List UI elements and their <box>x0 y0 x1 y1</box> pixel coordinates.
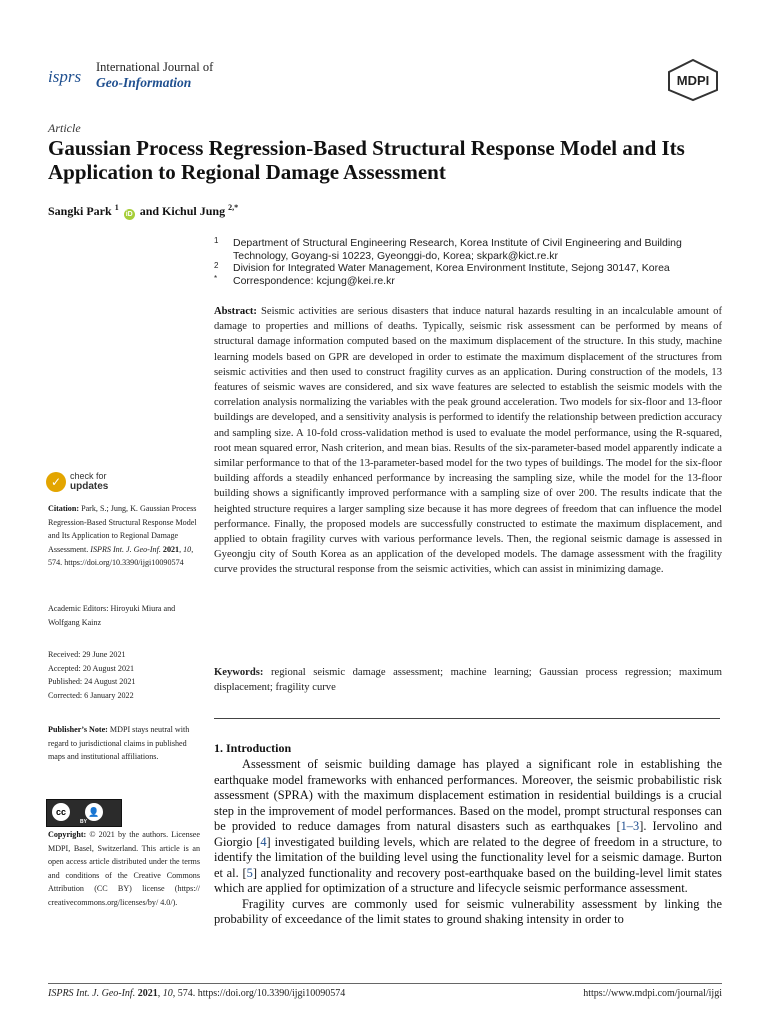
affiliation-item <box>214 237 724 262</box>
journal-name-line1: International Journal of <box>96 60 214 74</box>
affiliation-mark: * <box>214 273 218 283</box>
affiliation-text: Department of Structural Engineering Research, Korea Institute of Civil Engineering and Building Technology, Goyang-si 10223, Gyeonggi-do, Korea; skpark@kict.re.kr <box>233 237 682 262</box>
cc-by-license-badge[interactable] <box>46 799 122 827</box>
published-date: Published: 24 August 2021 <box>48 677 136 687</box>
author-name: Sangki Park <box>48 204 112 218</box>
attribution-person-icon: 👤 <box>85 803 103 821</box>
abstract-label: Abstract: <box>214 306 257 317</box>
by-label: BY <box>80 819 87 825</box>
intro-text: ]. Iervolino and Giorgio [ <box>214 819 722 849</box>
affiliation-mark: 1 <box>214 236 219 245</box>
footer-volume: 10 <box>162 988 173 999</box>
creative-commons-icon: cc <box>52 803 70 821</box>
author-name: Kichul Jung <box>162 204 226 218</box>
keywords-text: regional seismic damage assessment; machine learning; Gaussian process regression; maximum displacement; fragility curve <box>214 667 722 694</box>
keywords-label: Keywords: <box>214 667 264 678</box>
orcid-icon[interactable]: iD <box>125 211 133 218</box>
citation-doi-link[interactable]: https://doi.org/10.3390/ijgi10090574 <box>64 558 184 568</box>
author-join: and <box>139 204 160 218</box>
check-icon: ✓ <box>46 472 66 492</box>
copyright-text: © 2021 by the authors. Licensee MDPI, Basel, Switzerland. This article is an open access article distributed under the terms and conditions of the Creative Commons Attribution (CC BY) license (https:// creativecommons.org/licenses/by/ 4.0/). <box>48 830 200 907</box>
accepted-date: Accepted: 20 August 2021 <box>48 663 135 673</box>
citation-text: Park, S.; Jung, K. Gaussian Process Regression-Based Structural Response Model and Its Application to Regional Damage Assessment. <box>48 504 197 554</box>
citation-page: , 574. <box>48 544 194 568</box>
citation-label: Citation: <box>48 504 80 513</box>
footer-divider <box>48 983 722 984</box>
author-affiliation-mark: 2,* <box>228 203 239 212</box>
academic-editors: Academic Editors: Hiroyuki Miura and Wolfgang Kainz <box>48 604 176 627</box>
footer-year: 2021 <box>137 988 158 999</box>
abstract <box>214 304 722 578</box>
citation-journal: ISPRS Int. J. Geo-Inf. <box>90 544 161 554</box>
affiliation-text: Division for Integrated Water Management, Korea Environment Institute, Sejong 30147, Korea <box>233 262 670 274</box>
author-list <box>48 203 238 220</box>
section-heading: 1. Introduction <box>214 741 292 755</box>
affiliation-mark: 2 <box>214 261 219 270</box>
article-type: Article <box>48 121 81 135</box>
isprs-logo-text: isprs <box>48 67 82 86</box>
mdpi-logo-text: MDPI <box>676 73 710 88</box>
corrected-date: Corrected: 6 January 2022 <box>48 690 134 700</box>
footer-citation: ISPRS Int. J. Geo-Inf. 2021, 10, 574. https://doi.org/10.3390/ijgi10090574 <box>48 988 346 999</box>
check-for-label: check for <box>70 471 107 481</box>
updates-label: updates <box>70 481 109 492</box>
article-title: Gaussian Process Regression-Based Structural Response Model and Its Application to Regional Damage Assessment <box>48 136 685 184</box>
abstract-text: Seismic activities are serious disasters that induce natural hazards resulting in an incalculable amount of damage to properties and millions of deaths. Typically, seismic risk assessment can be performed by means of structural damage information computed based on the maximum displacement of the structure. In this study, machine learning models based on GPR are developed in order to estimate the maximum displacement of the structures from seismic activities and then used to construct fragility curves as an application. During construction of the models, 13 features of seismic waves are considered, and six wave features are selected to establish the seismic models with the correlation analysis normalizing the variables with the peak ground acceleration. Two models for six-floor and 13-floor buildings are developed, and a sensitivity analysis is performed to identify the relationship between prediction accuracy and sampling size. A 10-fold cross-validation method is used to evaluate the model performance, using the R-squared, root mean squared error, Nash criterion, and mean bias. Results of the six-parameter-based model apparently indicate a similar performance to that of the 13-parameter-based model for the two types of buildings. The model for the six-floor building affords a steadily enhanced performance by increasing the sampling size, while the model for the 13-floor building shows a significantly improved performance with a sampling size of over 200. The results indicate that the heighted structure requires a larger sampling size because it has more degrees of freedom that can influence the model performance. Finally, the proposed models are successfully constructed to estimate the maximum displacement, and applied to obtain fragility curves with various performance levels. Then, the regional seismic damage is assessed in Gyeongju city of South Korea as an application of the developed models. The damage assessment with the fragility curve provides the structural response from the seismic activities, which can assist in minimizing damage. <box>214 306 722 576</box>
publication-dates <box>48 648 200 702</box>
received-date: Received: 29 June 2021 <box>48 650 126 659</box>
affiliations <box>214 237 724 287</box>
citation-year: 2021 <box>162 544 180 554</box>
citation-volume: 10 <box>183 544 192 554</box>
journal-name-line2: Geo-Information <box>96 75 192 90</box>
intro-text: ] analyzed functionality and recovery post-earthquake based on the building-level limit states which are applied for optimization of a structure and lifecycle seismic performance assessment. <box>214 865 722 895</box>
isprs-logo <box>48 66 92 88</box>
citation-block: Citation: Park, S.; Jung, K. Gaussian Process Regression-Based Structural Response Model and Its Application to Regional Damage Assessment. ISPRS Int. J. Geo-Inf. 2021, 10, 574. https://doi.org/10.3390/ijgi10090574 <box>48 504 197 568</box>
affiliation-text: Correspondence: kcjung@kei.re.kr <box>233 274 395 287</box>
author-affiliation-mark: 1 <box>114 203 119 212</box>
reference-link[interactable]: 4 <box>260 834 267 849</box>
copyright-block <box>48 828 200 910</box>
publishers-note <box>48 723 200 764</box>
keywords <box>214 665 722 695</box>
affiliation-item <box>214 262 724 275</box>
check-for-updates-badge[interactable] <box>46 472 126 494</box>
footer-journal-url[interactable]: https://www.mdpi.com/journal/ijgi <box>583 988 722 999</box>
reference-link[interactable]: 1–3 <box>620 819 640 833</box>
intro-body <box>214 757 722 928</box>
section-divider <box>214 718 720 719</box>
note-label: Publisher’s Note: <box>48 725 108 734</box>
copyright-label: Copyright: <box>48 830 87 839</box>
intro-paragraph <box>214 757 722 897</box>
mdpi-logo <box>666 58 720 102</box>
note-text: MDPI stays neutral with regard to jurisdictional claims in published maps and institutional affiliations. <box>48 725 190 762</box>
intro-text: ] investigated building levels, which are related to the degree of freedom in a structure, to identify the limitation of the building level using the functionality level for a seismic damage. Burton et al. [ <box>214 834 722 880</box>
footer-doi[interactable]: , 574. https://doi.org/10.3390/ijgi10090574 <box>172 988 346 999</box>
affiliation-item <box>214 275 724 288</box>
footer-journal: ISPRS Int. J. Geo-Inf. <box>48 988 136 999</box>
intro-paragraph: Fragility curves are commonly used for seismic vulnerability assessment by linking the probability of exceedance of the limit states to ground shaking intensity in order to <box>214 896 722 926</box>
reference-link[interactable]: 5 <box>246 865 253 880</box>
intro-text: Assessment of seismic building damage has played a significant role in establishing the earthquake model frameworks with enhanced performances. Moreover, the seismic probabilistic risk assessment (SPRA) with the maximum displacement estimation in residential buildings is a crucial step in the improvement of model performances. Based on the model, prompt structural responses can be provided to reduce damages from natural disasters such as earthquakes [ <box>214 757 722 833</box>
